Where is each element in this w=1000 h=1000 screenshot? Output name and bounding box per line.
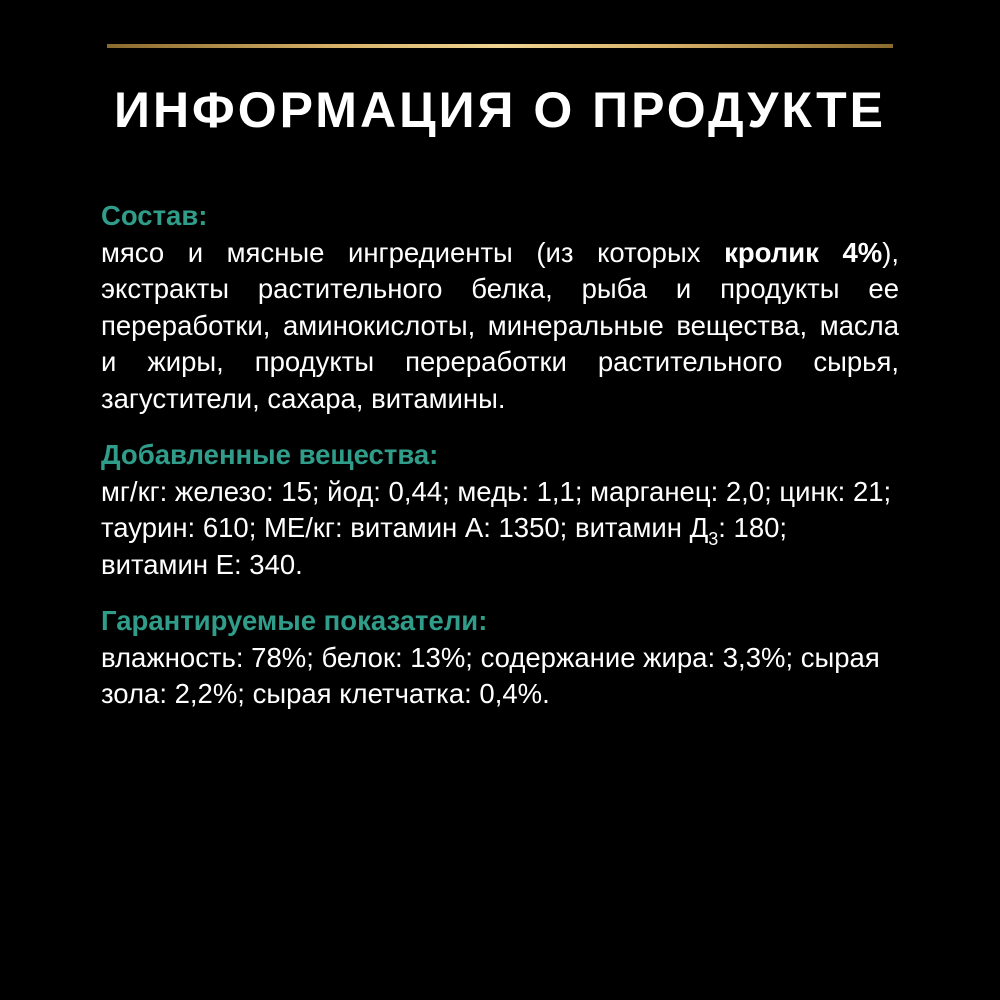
additives-section — [101, 437, 899, 583]
composition-title: Состав: — [101, 200, 208, 231]
composition-text-part: мясо и мясные ингредиенты (из которых — [101, 236, 725, 268]
additives-text — [101, 474, 899, 584]
gold-divider-line — [107, 44, 893, 48]
composition-section — [101, 198, 899, 417]
section-spacer — [101, 417, 899, 437]
additives-text-part: мг/кг: железо: 15; йод: 0,44; медь: 1,1; марганец: 2,0; цинк: 21; таурин: 610; МЕ/кг: витамин А: 1350; витамин Д — [101, 475, 892, 543]
product-info-content — [101, 198, 899, 713]
composition-text — [101, 235, 899, 418]
guaranteed-text: влажность: 78%; белок: 13%; содержание жира: 3,3%; сырая зола: 2,2%; сырая клетчатка: 0,4%. — [101, 641, 880, 709]
additives-text-part: : 180; витамин Е: 340. — [101, 512, 788, 580]
additives-title: Добавленные вещества: — [101, 439, 439, 470]
page-title: ИНФОРМАЦИЯ О ПРОДУКТЕ — [114, 82, 886, 138]
composition-text-part: ), экстракты растительного белка, рыба и продукты ее переработки, аминокислоты, минеральные вещества, масла и жиры, продукты переработки растительного сырья, загустители, сахара, витамины. — [101, 236, 899, 414]
vitamin-d-subscript: 3 — [708, 529, 719, 549]
composition-highlight: кролик 4% — [724, 236, 883, 268]
guaranteed-title: Гарантируемые показатели: — [101, 605, 488, 636]
section-spacer — [101, 583, 899, 603]
guaranteed-section — [101, 603, 899, 713]
